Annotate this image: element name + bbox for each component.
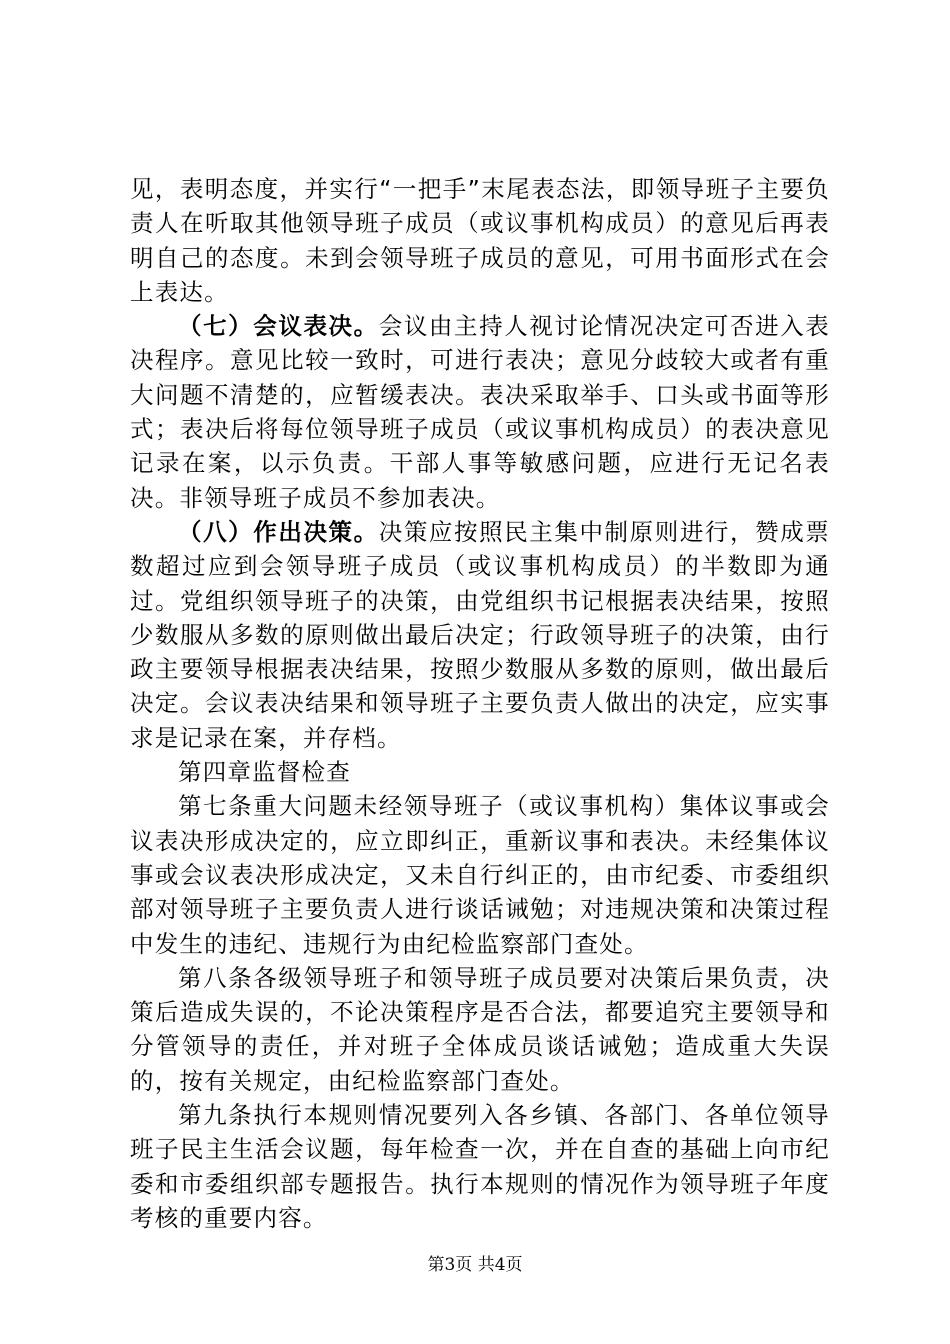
paragraph-text: 见，表明态度，并实行“一把手”末尾表态法，即领导班子主要负责人在听取其他领导班子成员（或议事机构成员）的意见后再表明自己的态度。未到会领导班子成员的意见，可用书面形式在会上表达。 xyxy=(130,175,830,306)
paragraph-text: 第八条各级领导班子和领导班子成员要对决策后果负责，决策后造成失误的，不论决策程序是否合法，都要追究主要领导和分管领导的责任，并对班子全体成员谈话诫勉；造成重大失误的，按有关规定，由纪检监察部门查处。 xyxy=(130,963,830,1095)
paragraph-text: 第九条执行本规则情况要列入各乡镇、各部门、各单位领导班子民主生活会议题，每年检查一次，并在自查的基础上向市纪委和市委组织部专题报告。执行本规则的情况作为领导班子年度考核的重要内容。 xyxy=(130,1101,830,1232)
paragraph-text: 会议由主持人视讨论情况决定可否进入表决程序。意见比较一致时，可进行表决；意见分歧较大或者有重大问题不清楚的，应暂缓表决。表决采取举手、口头或书面等形式；表决后将每位领导班子成员（或议事机构成员）的表决意见记录在案，以示负责。干部人事等敏感问题，应进行无记名表决。非领导班子成员不参加表决。 xyxy=(130,312,830,512)
chapter-title: 第四章监督检查 xyxy=(178,758,351,787)
paragraph-lead-make-decision: （八）作出决策。 xyxy=(178,517,379,546)
document-body xyxy=(130,172,830,1235)
paragraph-meeting-vote xyxy=(130,309,830,515)
article-eight xyxy=(130,961,830,1098)
paragraph-opinion-statement xyxy=(130,172,830,309)
chapter-heading xyxy=(130,755,830,789)
paragraph-lead-meeting-vote: （七）会议表决。 xyxy=(178,312,379,341)
page-number-footer: 第3页 共4页 xyxy=(427,1255,523,1275)
paragraph-make-decision xyxy=(130,515,830,755)
article-seven xyxy=(130,789,830,960)
paragraph-text: 第七条重大问题未经领导班子（或议事机构）集体议事或会议表决形成决定的，应立即纠正，重新议事和表决。未经集体议事或会议表决形成决定，又未自行纠正的，由市纪委、市委组织部对领导班子主要负责人进行谈话诫勉；对违规决策和决策过程中发生的违纪、违规行为由纪检监察部门查处。 xyxy=(130,792,830,958)
article-nine xyxy=(130,1098,830,1235)
paragraph-text: 决策应按照民主集中制原则进行，赞成票数超过应到会领导班子成员（或议事机构成员）的半数即为通过。党组织领导班子的决策，由党组织书记根据表决结果，按照少数服从多数的原则做出最后决定；行政领导班子的决策，由行政主要领导根据表决结果，按照少数服从多数的原则，做出最后决定。会议表决结果和领导班子主要负责人做出的决定，应实事求是记录在案，并存档。 xyxy=(130,517,830,752)
